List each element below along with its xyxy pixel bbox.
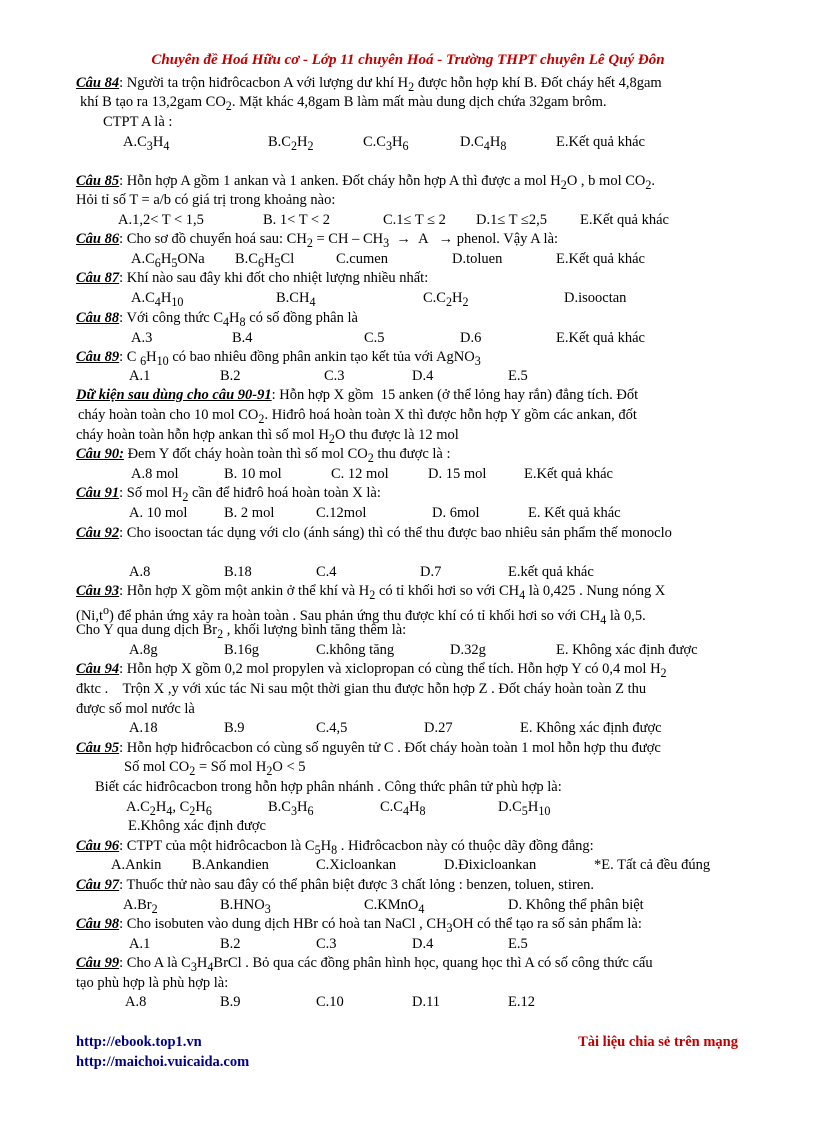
answer-option: E.5: [508, 368, 528, 384]
answer-option: D.6: [460, 330, 482, 346]
answer-option: D. 6mol: [432, 505, 480, 521]
answer-option: C.12mol: [316, 505, 367, 521]
question-text-line: [76, 700, 195, 718]
question-text-line: [124, 758, 306, 780]
answer-option: C.4,5: [316, 720, 348, 736]
answer-option: $A.C_4H_{10}$: [131, 290, 184, 309]
answer-option: $C.C_2H_2$: [423, 290, 469, 309]
answer-option: B.4: [232, 330, 253, 346]
question-number: Câu 95: [76, 740, 120, 756]
question-line: [76, 660, 667, 682]
question-text: Số mol $CO_2$ = Số mol $H_2O < 5$: [124, 759, 306, 778]
question-line: [76, 739, 661, 757]
question-text: : Với công thức $C_4H_8$ có số đồng phân là: [119, 310, 358, 329]
answer-option: E. Kết quả khác: [528, 505, 621, 521]
question-number: Câu 91: [76, 485, 120, 501]
answer-option: C.5: [364, 330, 385, 346]
question-number: Dữ kiện sau dùng cho câu 90-91: [76, 387, 272, 403]
question-text: : Hỗn hợp X gồm 15 anken (ở thể lỏng hay rắn) đẳng tích. Đốt: [271, 387, 639, 403]
answer-option: $A.Br_2$: [123, 897, 158, 916]
question-line: [76, 915, 642, 937]
answer-option: D.32g: [450, 642, 486, 658]
question-text: E.Không xác định được: [128, 818, 266, 834]
answer-option: D.4: [412, 368, 434, 384]
question-text: được số mol nước là: [76, 701, 195, 717]
question-number: Câu 96: [76, 838, 120, 854]
answer-option: C. 12 mol: [331, 466, 389, 482]
answer-option: *E. Tất cả đều đúng: [594, 857, 711, 873]
answer-option: A.8g: [129, 642, 158, 658]
answer-option: $B.HNO_3$: [220, 897, 271, 916]
answer-option: E.Kết quả khác: [556, 134, 645, 150]
question-text: : Người ta trộn hiđrôcacbon A với lượng dư khí $H_2$ được hỗn hợp khí B. Đốt cháy hết 4,8gam: [119, 75, 662, 94]
question-text: cháy hoàn toàn cho 10 mol $CO_2$. Hiđrô hoá hoàn toàn X thì được hỗn hợp Y gồm các ankan, đốt: [78, 407, 637, 426]
answer-option: B.16g: [224, 642, 260, 658]
question-text: : Cho isobuten vào dung dịch HBr có hoà tan NaCl , $CH_3OH$ có thể tạo ra số sản phẩm là:: [119, 916, 642, 935]
answer-option: A.8: [129, 564, 151, 580]
question-text: : Hỗn hợp A gồm 1 ankan và 1 anken. Đốt cháy hỗn hợp A thì được a mol $H_2O$ , b mol $CO_2$.: [119, 173, 656, 192]
question-text: Biết các hiđrôcacbon trong hỗn hợp phân nhánh . Công thức phân tử phù hợp là:: [95, 779, 562, 795]
question-text-line: [103, 113, 172, 131]
answer-option: A.8 mol: [131, 466, 179, 482]
question-text: : C $_6H_{10}$ có bao nhiêu đồng phân ankin tạo kết tủa với AgNO$_3$: [119, 349, 481, 368]
answer-option: $B.CH_4$: [276, 290, 316, 309]
question-text: : Cho A là $C_3H_4BrCl$ . Bỏ qua các đồng phân hình học, quang học thì A có số công thức cấu: [119, 955, 653, 974]
answer-option: D. 15 mol: [428, 466, 487, 482]
answer-option: B.9: [224, 720, 245, 736]
answer-option: B. 2 mol: [224, 505, 275, 521]
footer-link-maichoi[interactable]: http://maichoi.vuicaida.com: [76, 1054, 250, 1070]
answer-option: B.18: [224, 564, 252, 580]
answer-option: B.9: [220, 994, 241, 1010]
question-text-line: [78, 406, 637, 428]
answer-option: E.Kết quả khác: [580, 212, 669, 228]
answer-option: $A.C_6H_5ONa$: [131, 251, 205, 270]
question-text-line: [76, 974, 228, 992]
answer-option: A.1: [129, 936, 151, 952]
answer-option: B.Ankandien: [192, 857, 269, 873]
question-number: Câu 98: [76, 916, 120, 932]
question-number: Câu 90:: [76, 446, 124, 462]
question-number: Câu 93: [76, 583, 120, 599]
answer-option: A.8: [125, 994, 147, 1010]
footer-note: Tài liệu chia sẻ trên mạng: [578, 1034, 738, 1050]
answer-option: C.4: [316, 564, 337, 580]
answer-option: E.kết quả khác: [508, 564, 594, 580]
answer-option: $B.C_6H_5Cl$: [235, 251, 295, 270]
answer-option: C.10: [316, 994, 344, 1010]
question-text: : CTPT của một hiđrôcacbon là $C_5H_8$ . Hiđrôcacbon này có thuộc dãy đồng đẳng:: [119, 838, 594, 857]
answer-option: E. Không xác định được: [556, 642, 698, 658]
answer-option: E.12: [508, 994, 535, 1010]
answer-option: D.4: [412, 936, 434, 952]
answer-option: $D.C_5H_{10}$: [498, 799, 551, 818]
answer-option: E.Kết quả khác: [524, 466, 613, 482]
answer-option: $C.C_3H_6$: [363, 134, 409, 153]
answer-option: C.không tăng: [316, 642, 395, 658]
question-number: Câu 94: [76, 661, 120, 677]
answer-option: B.2: [220, 936, 241, 952]
answer-option: D.Đixicloankan: [444, 857, 537, 873]
question-number: Câu 86: [76, 231, 120, 247]
question-text: : Cho isooctan tác dụng với clo (ánh sáng) thì có thể thu được bao nhiêu sản phẩm thế monoclo: [119, 525, 672, 541]
question-line: [76, 876, 594, 894]
question-line: [76, 230, 558, 252]
question-number: Câu 89: [76, 349, 120, 365]
question-text: : Cho sơ đồ chuyển hoá sau: $CH_2$ = CH – $CH_3 \to A$ → phenol. Vậy A là:: [119, 231, 559, 250]
answer-option: E. Không xác định được: [520, 720, 662, 736]
answer-option: C.cumen: [336, 251, 388, 267]
answer-option: $D.C_4H_8$: [460, 134, 507, 153]
answer-option: A.1: [129, 368, 151, 384]
answer-option: D.7: [420, 564, 442, 580]
answer-option: B.2: [220, 368, 241, 384]
answer-option: A.1,2< T < 1,5: [118, 212, 204, 228]
question-number: Câu 85: [76, 173, 120, 189]
answer-option: D.11: [412, 994, 441, 1010]
question-line: [76, 269, 428, 287]
answer-option: E.Kết quả khác: [556, 251, 645, 267]
answer-option: E.5: [508, 936, 528, 952]
question-number: Câu 87: [76, 270, 120, 286]
answer-option: $B.C_2H_2$: [268, 134, 314, 153]
answer-option: D. Không thể phân biệt: [508, 897, 644, 913]
question-text: khí B tạo ra 13,2gam $CO_2$. Mặt khác 4,8gam B làm mất màu dung dịch chứa 32gam brôm.: [80, 94, 607, 113]
question-text: Hỏi tỉ số T = a/b có giá trị trong khoảng nào:: [76, 192, 336, 208]
answer-option: D.toluen: [452, 251, 503, 267]
question-text: đktc . Trộn X ,y với xúc tác Ni sau một thời gian thu được hỗn hợp Z . Đốt cháy hoàn toàn Z thu: [76, 681, 647, 697]
question-text: : Số mol $H_2$ cần để hiđrô hoá hoàn toàn X là:: [119, 485, 381, 504]
question-number: Câu 97: [76, 877, 120, 893]
answer-option: C.KMnO$_4$: [364, 897, 425, 916]
footer-link-ebook[interactable]: http://ebook.top1.vn: [76, 1034, 202, 1050]
question-text: : Khí nào sau đây khi đốt cho nhiệt lượng nhiều nhất:: [119, 270, 429, 286]
question-number: Câu 88: [76, 310, 120, 326]
answer-option: C.3: [316, 936, 337, 952]
answer-option: A.Ankin: [111, 857, 162, 873]
answer-option: A.18: [129, 720, 158, 736]
question-text: : Thuốc thử nào sau đây có thể phân biệt được 3 chất lỏng : benzen, toluen, stiren.: [119, 877, 595, 893]
question-line: [76, 524, 672, 542]
question-text: : Hỗn hợp X gồm 0,2 mol propylen và xiclopropan có cùng thể tích. Hỗn hợp Y có 0,4 mol $H_2$: [119, 661, 667, 680]
question-text-line: [76, 621, 406, 643]
answer-option: E.Kết quả khác: [556, 330, 645, 346]
question-number: Câu 99: [76, 955, 120, 971]
question-text: tạo phù hợp là phù hợp là:: [76, 975, 229, 991]
question-line: [76, 386, 638, 404]
answer-option: C.Xicloankan: [316, 857, 397, 873]
question-text-line: [95, 778, 562, 796]
question-text: : Hỗn hợp X gồm một ankin ở thể khí và $H_2$ có tỉ khối hơi so với $CH_4$ là 0,425 . Nung nóng X: [119, 583, 666, 602]
answer-option: A.3: [131, 330, 153, 346]
answer-option: $B.C_3H_6$: [268, 799, 314, 818]
question-text-line: [128, 817, 266, 835]
question-text: $(Ni,t^o)$ để phản ứng xảy ra hoàn toàn . Sau phản ứng thu được khí có tỉ khối hơi so với $CH_4$ là 0,5.: [76, 603, 646, 627]
answer-option: $A.C_2H_4$, $C_2H_6$: [126, 799, 212, 818]
question-text: : Hỗn hợp hiđrôcacbon có cùng số nguyên tử C . Đốt cháy hoàn toàn 1 mol hỗn hợp thu được: [119, 740, 661, 756]
question-text: cháy hoàn toàn hỗn hợp ankan thì số mol $H_2O$ thu được là 12 mol: [76, 427, 459, 446]
answer-option: B. 1< T < 2: [263, 212, 330, 228]
answer-option: D.27: [424, 720, 453, 736]
answer-option: B. 10 mol: [224, 466, 282, 482]
question-line: [76, 484, 381, 506]
answer-option: A. 10 mol: [129, 505, 188, 521]
question-text: CTPT A là :: [103, 114, 173, 130]
question-line: [76, 954, 653, 976]
question-text: Đem Y đốt cháy hoàn toàn thì số mol $CO_2$ thu được là :: [123, 446, 451, 465]
answer-option: C.3: [324, 368, 345, 384]
question-text-line: [76, 191, 335, 209]
question-number: Câu 84: [76, 75, 120, 91]
answer-option: $A.C_3H_4$: [123, 134, 170, 153]
answer-option: D.1≤ T ≤2,5: [476, 212, 547, 228]
answer-option: C.1≤ T ≤ 2: [383, 212, 446, 228]
question-line: [76, 309, 358, 331]
answer-option: $C.C_4H_8$: [380, 799, 426, 818]
question-number: Câu 92: [76, 525, 120, 541]
question-line: [76, 445, 451, 467]
answer-option: D.isooctan: [564, 290, 627, 306]
question-text: Cho Y qua dung dịch $Br_2$ , khối lượng bình tăng thêm là:: [76, 622, 407, 641]
question-text-line: [76, 680, 646, 698]
question-text-line: [80, 93, 607, 115]
page-header: Chuyên đề Hoá Hữu cơ - Lớp 11 chuyên Hoá - Trường THPT chuyên Lê Quý Đôn: [151, 52, 665, 68]
